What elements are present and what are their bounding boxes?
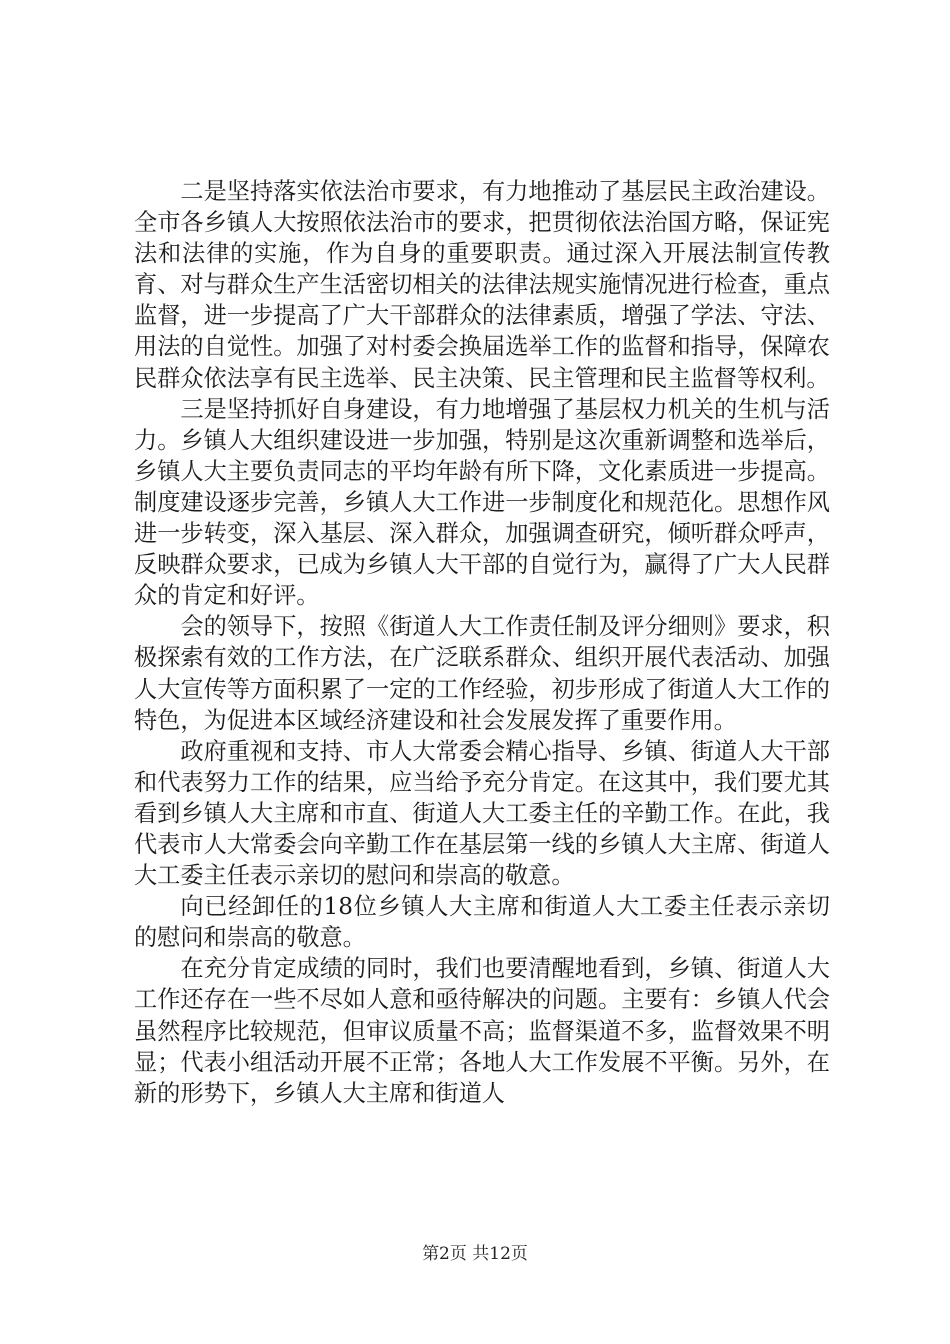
paragraph-3: 会的领导下，按照《街道人大工作责任制及评分细则》要求，积极探索有效的工作方法，在广泛联系群众、组织开展代表活动、加强人大宣传等方面积累了一定的工作经验，初步形成了街道人大工作的特色，为促进本区域经济建设和社会发展发挥了重要作用。 <box>134 613 830 734</box>
page-footer <box>0 1243 950 1265</box>
paragraph-4: 政府重视和支持、市人大常委会精心指导、乡镇、街道人大干部和代表努力工作的结果，应当给予充分肯定。在这其中，我们要尤其看到乡镇人大主席和市直、街道人大工委主任的辛勤工作。在此，我代表市人大常委会向辛勤工作在基层第一线的乡镇人大主席、街道人大工委主任表示亲切的慰问和崇高的敬意。 <box>134 737 830 890</box>
paragraph-5: 向已经卸任的18位乡镇人大主席和街道人大工委主任表示亲切的慰问和崇高的敬意。 <box>134 893 830 952</box>
paragraph-6: 在充分肯定成绩的同时，我们也要清醒地看到，乡镇、街道人大工作还存在一些不尽如人意和亟待解决的问题。主要有：乡镇人代会虽然程序比较规范，但审议质量不高；监督渠道不多，监督效果不明显；代表小组活动开展不正常；各地人大工作发展不平衡。另外，在新的形势下，乡镇人大主席和街道人 <box>134 955 830 1107</box>
paragraph-1: 二是坚持落实依法治市要求，有力地推动了基层民主政治建设。全市各乡镇人大按照依法治市的要求，把贯彻依法治国方略，保证宪法和法律的实施，作为自身的重要职责。通过深入开展法制宣传教育、对与群众生产生活密切相关的法律法规实施情况进行检查，重点监督，进一步提高了广大干部群众的法律素质，增强了学法、守法、用法的自觉性。加强了对村委会换届选举工作的监督和指导，保障农民群众依法享有民主选举、民主决策、民主管理和民主监督等权利。 <box>134 178 830 392</box>
page-number: 第2页 <box>422 1244 467 1264</box>
document-body <box>134 176 830 1109</box>
paragraph-2: 三是坚持抓好自身建设，有力地增强了基层权力机关的生机与活力。乡镇人大组织建设进一步加强，特别是这次重新调整和选举后，乡镇人大主要负责同志的平均年龄有所下降，文化素质进一步提高。制度建设逐步完善，乡镇人大工作进一步制度化和规范化。思想作风进一步转变，深入基层、深入群众，加强调查研究，倾听群众呼声，反映群众要求，已成为乡镇人大干部的自觉行为，赢得了广大人民群众的肯定和好评。 <box>134 395 830 610</box>
page-total: 共12页 <box>472 1244 528 1264</box>
